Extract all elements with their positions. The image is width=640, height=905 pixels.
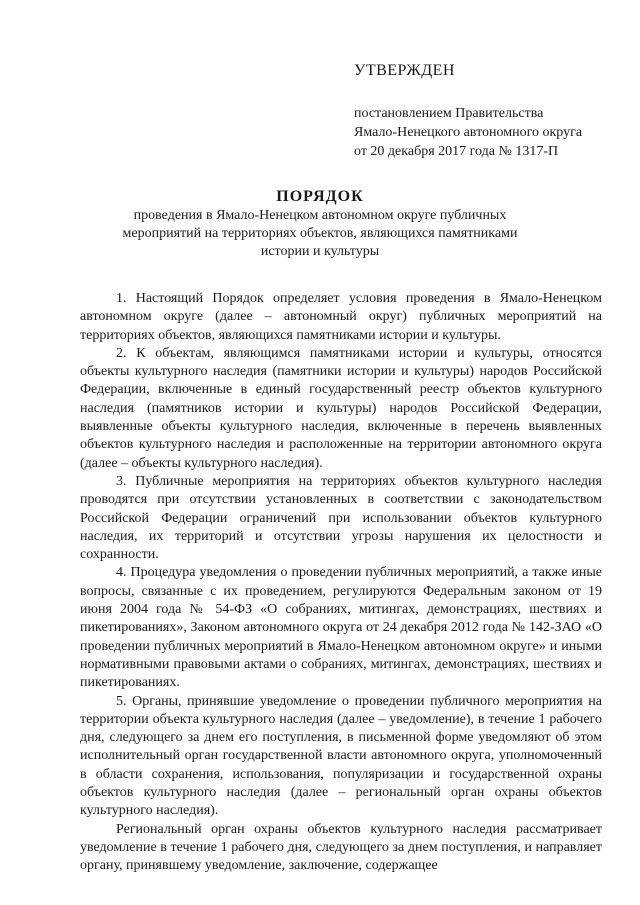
- approval-line: постановлением Правительства: [354, 106, 544, 121]
- paragraph: 3. Публичные мероприятия на территориях объектов культурного наследия проводятся при отсутствии установленных в соответствии с законодательством Российской Федерации ограничений при использовании объектов культурного наследия, их территорий и отсутствии угрозы нарушения их целостности и сохранности.: [80, 473, 602, 563]
- paragraph: Региональный орган охраны объектов культурного наследия рассматривает уведомление в течение 1 рабочего дня, следующего за днем поступления, и направляет органу, принявшему уведомление, заключение, содержащее: [80, 821, 602, 874]
- paragraph: 1. Настоящий Порядок определяет условия проведения в Ямало-Ненецком автономном округе (далее – автономный округ) публичных мероприятий на территориях объектов, являющихся памятниками истории и культуры.: [80, 291, 602, 343]
- paragraph: 5. Органы, принявшие уведомление о проведении публичного мероприятия на территории объекта культурного наследия (далее – уведомление), в течение 1 рабочего дня, следующего за днем его поступления, в письменной форме уведомляют об этом исполнительный орган государственной власти автономного округа, уполномоченный в области сохранения, использования, популяризации и государственной охраны объектов культурного наследия (далее – региональный орган охраны объектов культурного наследия).: [80, 693, 602, 819]
- paragraph: 4. Процедура уведомления о проведении публичных мероприятий, а также иные вопросы, связанные с их проведением, регулируются Федеральным законом от 19 июня 2004 года № 54-ФЗ «О собраниях, митингах, демонстрациях, шествиях и пикетированиях», Законом автономного округа от 24 декабря 2012 года № 142-ЗАО «О проведении публичных мероприятий в Ямало-Ненецком автономном округе» и иными нормативными правовыми актами о собраниях, митингах, демонстрациях, шествиях и пикетированиях.: [80, 565, 602, 691]
- document-body: [80, 290, 602, 876]
- approval-line: от 20 декабря 2017 года № 1317-П: [354, 144, 559, 159]
- approval-block: [354, 62, 614, 161]
- document-subtitle: проведения в Ямало-Ненецком автономном округе публичных мероприятий на территориях объектов, являющихся памятниками истории и культуры: [122, 208, 518, 259]
- approval-stamp: УТВЕРЖДЕН: [354, 62, 455, 79]
- document-title: ПОРЯДОК: [276, 188, 364, 205]
- paragraph: 2. К объектам, являющимся памятниками истории и культуры, относятся объекты культурного наследия (памятники истории и культуры) народов Российской Федерации, включенные в единый государственный реестр объектов культурного наследия (памятников истории и культуры) народов Российской Федерации, выявленные объекты культурного наследия, включенные в перечень выявленных объектов культурного наследия и расположенные на территории автономного округа (далее – объекты культурного наследия).: [80, 345, 602, 471]
- approval-line: Ямало-Ненецкого автономного округа: [354, 125, 583, 140]
